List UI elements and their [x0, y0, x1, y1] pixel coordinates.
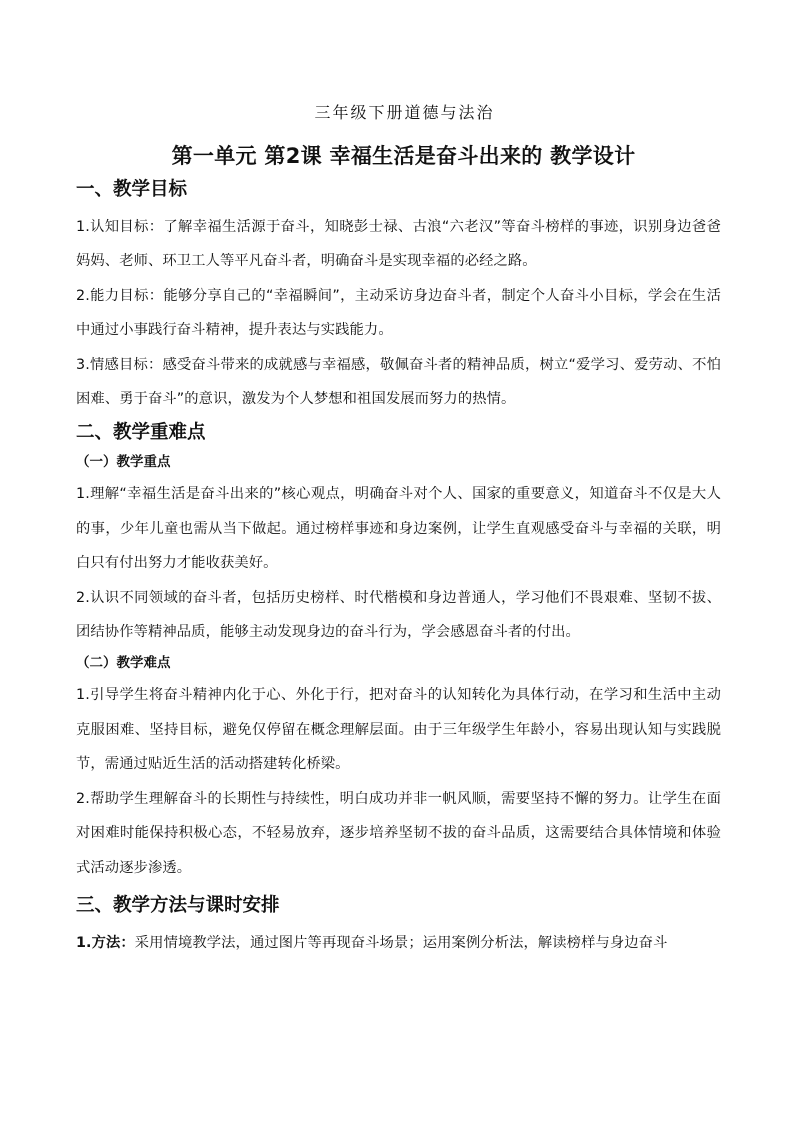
subheading-focus: （一）教学重点 — [76, 454, 171, 471]
methods-item-1-lead: 1.方法： — [76, 934, 135, 951]
methods-item-1 — [76, 926, 721, 960]
objective-cognitive: 1.认知目标：了解幸福生活源于奋斗，知晓彭士禄、古浪“六老汉”等奋斗榜样的事迹，识别身边爸爸妈妈、老师、环卫工人等平凡奋斗者，明确奋斗是实现幸福的必经之路。 — [76, 219, 721, 270]
section-heading-key-points: 二、教学重难点 — [76, 422, 206, 444]
focus-item-2: 2.认识不同领域的奋斗者，包括历史榜样、时代楷模和身边普通人，学习他们不畏艰难、坚韧不拔、团结协作等精神品质，能够主动发现身边的奋斗行为，学会感恩奋斗者的付出。 — [76, 589, 721, 641]
objective-emotion: 3.情感目标：感受奋斗带来的成就感与幸福感，敬佩奋斗者的精神品质，树立“爱学习、爱劳动、不怕困难、勇于奋斗”的意识，激发为个人梦想和祖国发展而努力的热情。 — [76, 356, 721, 408]
focus-item-1: 1.理解“幸福生活是奋斗出来的”核心观点，明确奋斗对个人、国家的重要意义，知道奋斗不仅是大人的事，少年儿童也需从当下做起。通过榜样事迹和身边案例，让学生直观感受奋斗与幸福的关联，明白只有付出努力才能收获美好。 — [76, 486, 721, 572]
subject-line: 三年级下册道德与法治 — [314, 103, 495, 122]
objective-ability: 2.能力目标：能够分享自己的“幸福瞬间”，主动采访身边奋斗者，制定个人奋斗小目标，学会在生活中通过小事践行奋斗精神，提升表达与实践能力。 — [76, 287, 721, 339]
document-title: 第一单元 第2课 幸福生活是奋斗出来的 教学设计 — [171, 144, 636, 168]
section-heading-methods: 三、教学方法与课时安排 — [76, 894, 280, 916]
methods-item-1-text: 采用情境教学法，通过图片等再现奋斗场景；运用案例分析法，解读榜样与身边奋斗 — [134, 934, 668, 951]
difficulty-item-1: 1.引导学生将奋斗精神内化于心、外化于行，把对奋斗的认知转化为具体行动，在学习和生活中主动克服困难、坚持目标，避免仅停留在概念理解层面。由于三年级学生年龄小，容易出现认知与实践脱节，需通过贴近生活的活动搭建转化桥梁。 — [76, 687, 721, 773]
document-page — [76, 100, 721, 960]
difficulty-item-2: 2.帮助学生理解奋斗的长期性与持续性，明白成功并非一帆风顺，需要坚持不懈的努力。让学生在面对困难时能保持积极心态，不轻易放弃，逐步培养坚韧不拔的奋斗品质，这需要结合具体情境和体验式活动逐步渗透。 — [76, 790, 721, 876]
section-heading-objectives: 一、教学目标 — [76, 179, 188, 200]
subheading-difficulty: （二）教学难点 — [76, 655, 171, 672]
